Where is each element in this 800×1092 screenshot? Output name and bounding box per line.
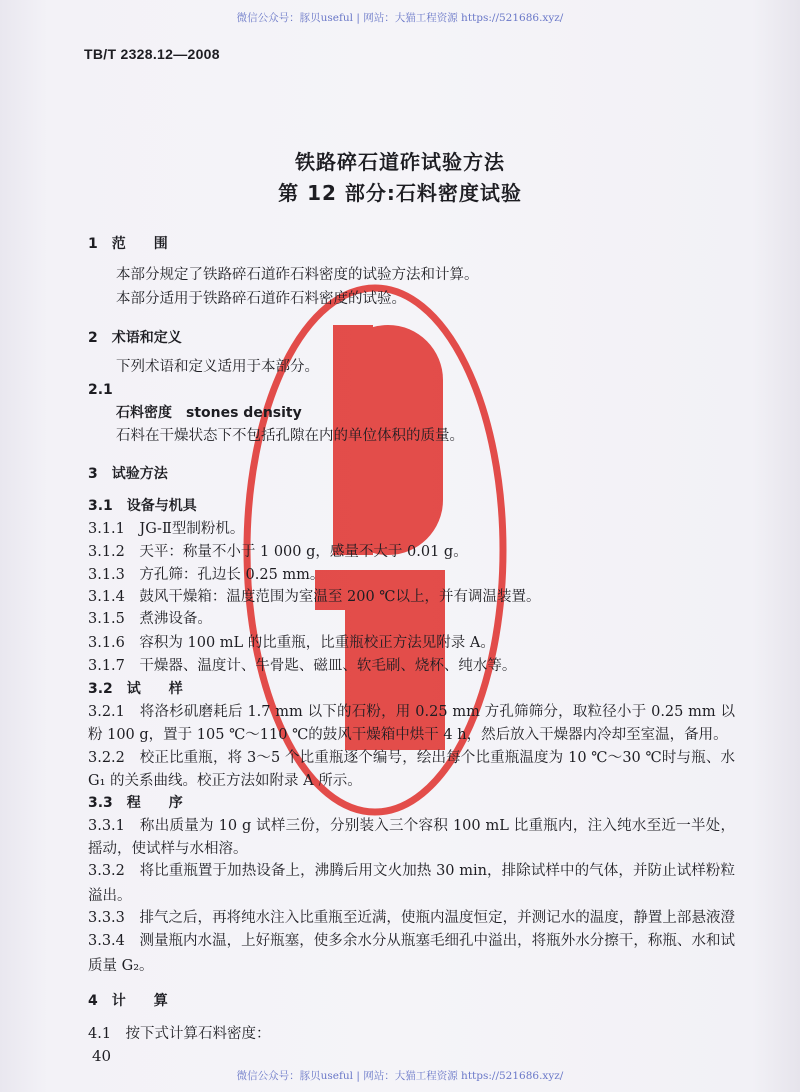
document-title: 铁路碎石道砟试验方法 xyxy=(295,150,505,174)
section-4-heading: 4 计 算 xyxy=(88,993,168,1009)
standard-number: TB/T 2328.12—2008 xyxy=(84,46,220,62)
watermark-top: 微信公众号：豚贝useful | 网站：大猫工程资源 https://521686.xyz/ xyxy=(236,12,564,24)
paragraph: 下列术语和定义适用于本部分。 xyxy=(116,359,319,375)
definition: 石料在干燥状态下不包括孔隙在内的单位体积的质量。 xyxy=(116,428,464,444)
clause: 3.1.5 煮沸设备。 xyxy=(88,611,212,627)
clause: 3.1.3 方孔筛：孔边长 0.25 mm。 xyxy=(88,567,325,583)
clause: 3.3.2 将比重瓶置于加热设备上，沸腾后用文火加热 30 min，排除试样中的气体，并防止试样粉粒 xyxy=(88,863,735,879)
paragraph: 本部分规定了铁路碎石道砟石料密度的试验方法和计算。 xyxy=(116,267,479,283)
clause-continued: 溢出。 xyxy=(88,888,132,904)
section-1-heading: 1 范 围 xyxy=(88,236,168,252)
watermark-bottom: 微信公众号：豚贝useful | 网站：大猫工程资源 https://521686.xyz/ xyxy=(236,1070,564,1082)
clause: 3.3.1 称出质量为 10 g 试样三份，分别装入三个容积 100 mL 比重瓶内，注入纯水至近一半处， xyxy=(88,818,735,834)
clause: 3.1.7 干燥器、温度计、牛骨匙、磁皿、软毛刷、烧杯、纯水等。 xyxy=(88,658,517,674)
section-2-heading: 2 术语和定义 xyxy=(88,330,182,346)
clause-continued: 粉 100 g，置于 105 ℃～110 ℃的鼓风干燥箱中烘干 4 h，然后放入干燥器内冷却至室温，备用。 xyxy=(88,727,728,743)
clause: 3.2.1 将洛杉矶磨耗后 1.7 mm 以下的石粉，用 0.25 mm 方孔筛筛分，取粒径小于 0.25 mm 以 xyxy=(88,704,735,720)
clause: 3.1.4 鼓风干燥箱：温度范围为室温至 200 ℃以上，并有调温装置。 xyxy=(88,589,541,605)
clause: 4.1 按下式计算石料密度： xyxy=(88,1026,271,1042)
document-subtitle: 第 12 部分:石料密度试验 xyxy=(278,181,522,205)
section-3-heading: 3 试验方法 xyxy=(88,466,168,482)
subsection-heading: 3.1 设备与机具 xyxy=(88,498,197,514)
clause-continued: 摇动，使试样与水相溶。 xyxy=(88,841,248,857)
clause: 3.1.1 JG-Ⅱ型制粉机。 xyxy=(88,521,245,537)
paragraph: 本部分适用于铁路碎石道砟石料密度的试验。 xyxy=(116,291,406,307)
clause: 3.3.4 测量瓶内水温，上好瓶塞，使多余水分从瓶塞毛细孔中溢出，将瓶外水分擦干，称瓶、水和试 xyxy=(88,933,735,949)
clause-continued: 质量 G₂。 xyxy=(88,958,154,974)
clause: 3.3.3 排气之后，再将纯水注入比重瓶至近满，使瓶内温度恒定，并测记水的温度，静置上部悬液澄 xyxy=(88,910,735,926)
subsection-heading: 3.3 程 序 xyxy=(88,795,183,811)
page-number: 40 xyxy=(92,1047,112,1065)
clause-continued: G₁ 的关系曲线。校正方法如附录 A 所示。 xyxy=(88,773,362,789)
clause: 3.1.2 天平：称量不小于 1 000 g，感量不大于 0.01 g。 xyxy=(88,544,468,560)
term: 石料密度 stones density xyxy=(116,405,302,421)
clause-number: 2.1 xyxy=(88,382,113,398)
clause: 3.2.2 校正比重瓶，将 3～5 个比重瓶逐个编号，绘出每个比重瓶温度为 10 ℃～30 ℃时与瓶、水 xyxy=(88,750,735,766)
subsection-heading: 3.2 试 样 xyxy=(88,681,183,697)
clause: 3.1.6 容积为 100 mL 的比重瓶，比重瓶校正方法见附录 A。 xyxy=(88,635,495,651)
